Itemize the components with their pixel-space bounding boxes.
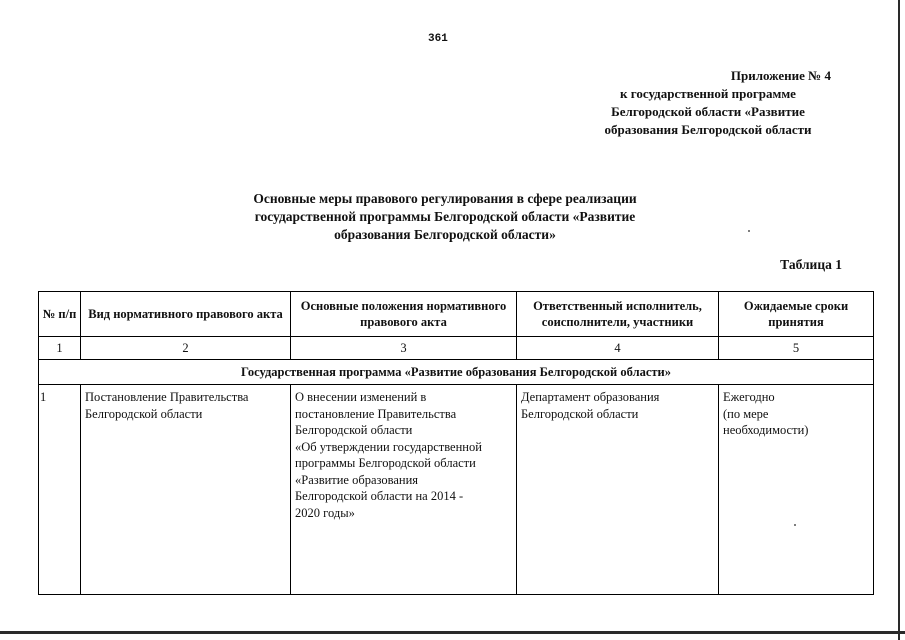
- title-line: государственной программы Белгородской области «Развитие: [254, 209, 636, 224]
- column-number-row: [39, 337, 874, 360]
- column-number: 2: [81, 337, 291, 360]
- scan-speck: [748, 230, 750, 232]
- annex-line: к государственной программе: [620, 86, 796, 101]
- cell-provisions: [291, 385, 517, 595]
- title-line: Основные меры правового регулирования в сфере реализации: [253, 191, 637, 206]
- header-terms: Ожидаемые сроки принятия: [719, 292, 874, 337]
- provisions-line: 2020 годы»: [295, 505, 355, 520]
- provisions-line: «Об утверждении государственной: [295, 439, 482, 454]
- annex-header: [558, 67, 858, 139]
- provisions-line: Белгородской области: [295, 423, 413, 437]
- column-number: 3: [291, 337, 517, 360]
- annex-line: Белгородской области «Развитие: [611, 104, 805, 119]
- table-header-row: [39, 292, 874, 337]
- annex-line: Приложение № 4: [730, 68, 831, 83]
- section-row: [39, 360, 874, 385]
- provisions-line: постановление Правительства: [295, 406, 457, 421]
- header-act-type: Вид нормативного правового акта: [81, 292, 291, 337]
- section-title: Государственная программа «Развитие образования Белгородской области»: [39, 360, 874, 385]
- provisions-line: О внесении изменений в: [295, 390, 427, 404]
- annex-line: образования Белгородской области: [604, 122, 812, 137]
- table-label: Таблица 1: [780, 257, 842, 272]
- page-number: 361: [428, 33, 448, 45]
- cell-terms: [719, 385, 874, 595]
- column-number: 4: [517, 337, 719, 360]
- terms-line: (по мере: [723, 406, 769, 421]
- provisions-line: «Развитие образования: [295, 472, 419, 487]
- provisions-line: Белгородской области на 2014 -: [295, 489, 464, 503]
- measures-table: [38, 291, 874, 595]
- column-number: 1: [39, 337, 81, 360]
- terms-line: Ежегодно: [723, 390, 775, 404]
- row-number: 1: [39, 385, 81, 595]
- cell-act-type: Постановление Правительства Белгородской области: [81, 385, 291, 595]
- table-row: [39, 385, 874, 595]
- header-executor: Ответственный исполнитель, соисполнители, участники: [517, 292, 719, 337]
- scan-speck: [794, 524, 796, 526]
- cell-executor: Департамент образования Белгородской области: [517, 385, 719, 595]
- header-number: № п/п: [39, 292, 81, 337]
- title-line: образования Белгородской области»: [334, 227, 556, 242]
- header-provisions: Основные положения нормативного правового акта: [291, 292, 517, 337]
- terms-line: необходимости): [723, 423, 809, 437]
- provisions-line: программы Белгородской области: [295, 456, 476, 470]
- scan-edge-right: [898, 0, 900, 640]
- scan-edge-bottom: [0, 631, 905, 634]
- document-title: [180, 190, 710, 244]
- column-number: 5: [719, 337, 874, 360]
